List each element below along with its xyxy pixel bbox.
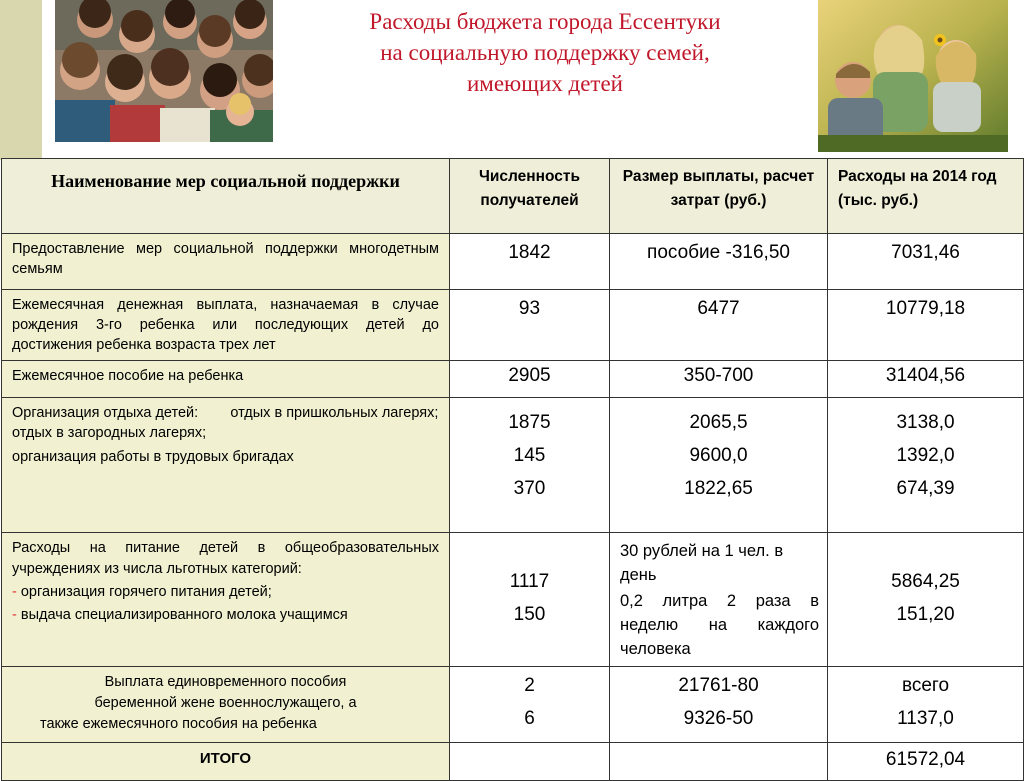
- table-row: [2, 234, 1024, 290]
- row-description: Расходы на питание детей в общеобразовательных учреждениях из числа льготных категорий: - организация горячего питания детей; - выдача специализированного молока учащимся: [2, 533, 450, 667]
- row-size: 6477: [610, 290, 828, 361]
- row-expense: 31404,56: [828, 361, 1024, 398]
- monthly-allowance-text: также ежемесячного пособия на ребенка: [40, 716, 317, 732]
- row-count: 1875 145 370: [450, 398, 610, 533]
- total-label: ИТОГО: [2, 743, 450, 781]
- page-title: [285, 6, 805, 99]
- title-line-2: на социальную поддержку семей,: [380, 40, 710, 65]
- country-camps-text: отдых в загородных лагерях;: [12, 425, 207, 441]
- row-expense: 5864,25 151,20: [828, 533, 1024, 667]
- title-line-1: Расходы бюджета города Ессентуки: [369, 9, 721, 34]
- total-count: [450, 743, 610, 781]
- title-line-3: имеющих детей: [466, 71, 623, 96]
- milk-text: выдача специализированного молока учащимся: [20, 607, 348, 623]
- row-description: Предоставление мер социальной поддержки многодетным семьям: [2, 234, 450, 290]
- total-expense: 61572,04: [828, 743, 1024, 781]
- header-count: Численность получателей: [450, 159, 610, 234]
- row-expense: 3138,0 1392,0 674,39: [828, 398, 1024, 533]
- meal-cost-text: 30 рублей на 1 чел. в день: [620, 542, 784, 584]
- table-row: [2, 398, 1024, 533]
- header-name: Наименование мер социальной поддержки: [2, 159, 450, 234]
- table-row: [2, 667, 1024, 743]
- table-row: [2, 361, 1024, 398]
- header-expenses: Расходы на 2014 год (тыс. руб.): [828, 159, 1024, 234]
- row-description: [2, 667, 450, 743]
- row-expense: 10779,18: [828, 290, 1024, 361]
- row-count: 2905: [450, 361, 610, 398]
- recreation-camps-text: Организация отдыха детей: отдых в пришкольных лагерях;: [12, 405, 439, 421]
- header-size: Размер выплаты, расчет затрат (руб.): [610, 159, 828, 234]
- social-support-table: [1, 158, 1024, 781]
- row-description: Ежемесячное пособие на ребенка: [2, 361, 450, 398]
- table-row: [2, 533, 1024, 667]
- row-size: 350-700: [610, 361, 828, 398]
- hot-meals-text: организация горячего питания детей;: [20, 584, 272, 600]
- table-header-row: [2, 159, 1024, 234]
- row-size: 21761-80 9326-50: [610, 667, 828, 743]
- meals-text: Расходы на питание детей в общеобразовательных учреждениях из числа льготных категорий:: [12, 540, 439, 577]
- row-expense: 7031,46: [828, 234, 1024, 290]
- row-count: 1842: [450, 234, 610, 290]
- row-count: 93: [450, 290, 610, 361]
- row-size: пособие -316,50: [610, 234, 828, 290]
- table-row: [2, 290, 1024, 361]
- row-count: 2 6: [450, 667, 610, 743]
- row-size: 2065,5 9600,0 1822,65: [610, 398, 828, 533]
- row-description: [2, 398, 450, 533]
- total-row: [2, 743, 1024, 781]
- milk-amount-text: 0,2 литра 2 раза в неделю на каждого человека: [620, 592, 819, 658]
- row-count: 1117 150: [450, 533, 610, 667]
- labor-brigades-text: организация работы в трудовых бригадах: [12, 449, 294, 465]
- row-description: Ежемесячная денежная выплата, назначаемая в случае рождения 3-го ребенка или последующих детей до достижения ребенка возраста трех лет: [2, 290, 450, 361]
- group-of-children-photo: [55, 0, 273, 142]
- family-photo: [818, 0, 1008, 152]
- pregnant-wife-text: Выплата единовременного пособия беременной жене военнослужащего, а: [94, 674, 357, 711]
- left-decor-strip: [0, 0, 42, 160]
- row-expense: всего 1137,0: [828, 667, 1024, 743]
- row-size: [610, 533, 828, 667]
- total-size: [610, 743, 828, 781]
